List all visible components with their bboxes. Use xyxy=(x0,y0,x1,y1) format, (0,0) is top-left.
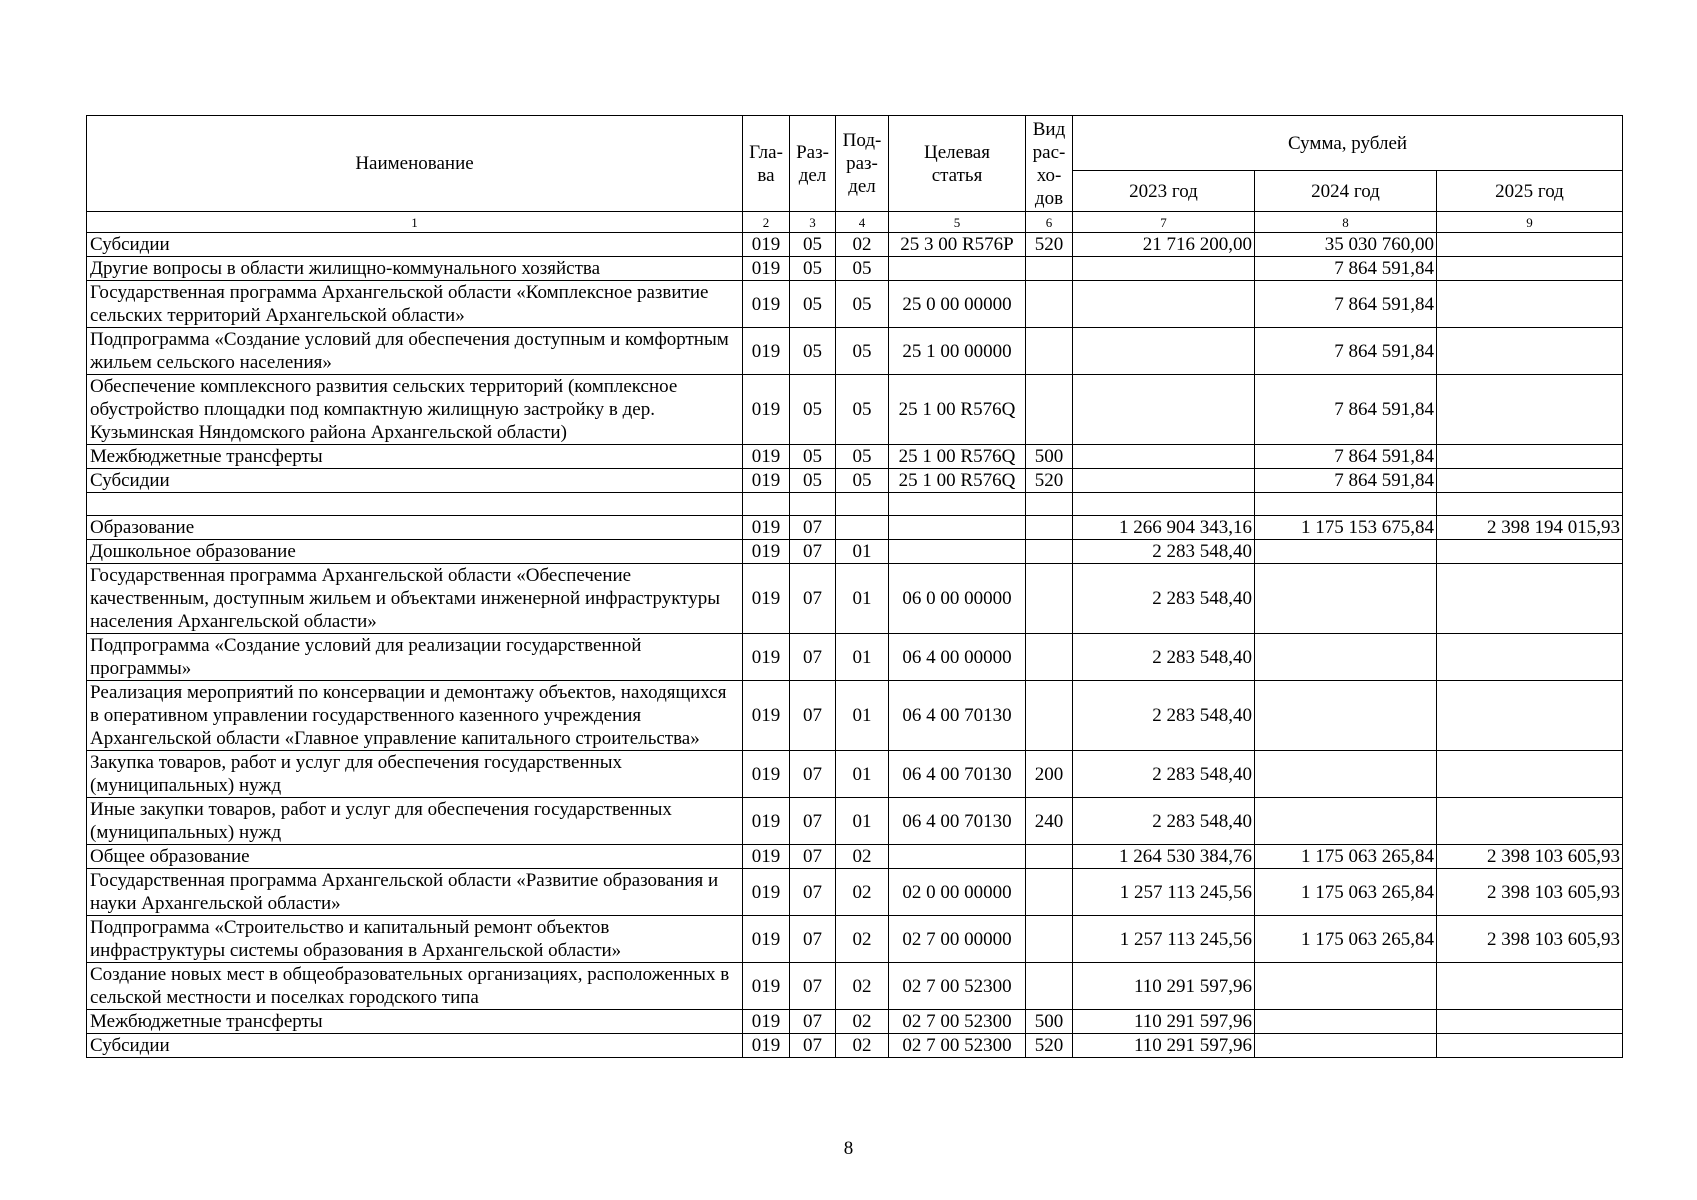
row-amount-2024: 1 175 063 265,84 xyxy=(1255,869,1437,916)
table-row xyxy=(87,445,1623,469)
row-section: 07 xyxy=(790,540,836,564)
row-amount-2025 xyxy=(1437,1010,1623,1034)
table-row xyxy=(87,540,1623,564)
row-target-article: 02 7 00 00000 xyxy=(889,916,1026,963)
row-section: 07 xyxy=(790,963,836,1010)
column-number: 7 xyxy=(1073,212,1255,233)
table-row xyxy=(87,281,1623,328)
row-expense-type xyxy=(1026,963,1073,1010)
column-number: 4 xyxy=(836,212,889,233)
row-name: Подпрограмма «Создание условий для обеспечения доступным и комфортным жильем сельского населения» xyxy=(87,328,743,375)
row-amount-2024 xyxy=(1255,564,1437,634)
row-amount-2024: 1 175 063 265,84 xyxy=(1255,916,1437,963)
row-name: Иные закупки товаров, работ и услуг для обеспечения государственных (муниципальных) нужд xyxy=(87,798,743,845)
column-number: 3 xyxy=(790,212,836,233)
row-expense-type xyxy=(1026,257,1073,281)
row-amount-2024 xyxy=(1255,540,1437,564)
row-amount-2023: 1 257 113 245,56 xyxy=(1073,916,1255,963)
row-target-article: 25 1 00 R576Q xyxy=(889,469,1026,493)
row-expense-type: 200 xyxy=(1026,751,1073,798)
row-amount-2023: 2 283 548,40 xyxy=(1073,564,1255,634)
row-amount-2024 xyxy=(1255,963,1437,1010)
table-row xyxy=(87,916,1623,963)
row-amount-2025 xyxy=(1437,798,1623,845)
row-subsection: 05 xyxy=(836,469,889,493)
row-expense-type xyxy=(1026,375,1073,445)
row-expense-type xyxy=(1026,869,1073,916)
row-chapter xyxy=(743,493,790,516)
table-row xyxy=(87,328,1623,375)
row-amount-2024: 1 175 063 265,84 xyxy=(1255,845,1437,869)
column-number: 5 xyxy=(889,212,1026,233)
budget-document xyxy=(86,115,1622,1058)
row-expense-type: 520 xyxy=(1026,469,1073,493)
header-sum: Сумма, рублей xyxy=(1073,116,1623,171)
row-amount-2025 xyxy=(1437,257,1623,281)
table-row xyxy=(87,564,1623,634)
header-year-2023: 2023 год xyxy=(1073,171,1255,212)
row-target-article: 02 0 00 00000 xyxy=(889,869,1026,916)
row-target-article: 25 1 00 00000 xyxy=(889,328,1026,375)
row-name: Государственная программа Архангельской области «Комплексное развитие сельских территорий Архангельской области» xyxy=(87,281,743,328)
row-section xyxy=(790,493,836,516)
row-amount-2023: 2 283 548,40 xyxy=(1073,634,1255,681)
row-target-article: 06 0 00 00000 xyxy=(889,564,1026,634)
table-row xyxy=(87,869,1623,916)
row-amount-2023: 2 283 548,40 xyxy=(1073,798,1255,845)
column-number: 6 xyxy=(1026,212,1073,233)
header-target-article: Целевая статья xyxy=(889,116,1026,212)
row-amount-2025 xyxy=(1437,375,1623,445)
row-section: 07 xyxy=(790,516,836,540)
table-row xyxy=(87,634,1623,681)
row-expense-type xyxy=(1026,328,1073,375)
row-name: Образование xyxy=(87,516,743,540)
row-chapter: 019 xyxy=(743,916,790,963)
table-row xyxy=(87,681,1623,751)
row-chapter: 019 xyxy=(743,445,790,469)
row-amount-2024: 1 175 153 675,84 xyxy=(1255,516,1437,540)
column-number: 9 xyxy=(1437,212,1623,233)
row-amount-2024: 7 864 591,84 xyxy=(1255,257,1437,281)
table-row xyxy=(87,845,1623,869)
row-chapter: 019 xyxy=(743,257,790,281)
row-amount-2023 xyxy=(1073,445,1255,469)
row-chapter: 019 xyxy=(743,233,790,257)
row-section: 05 xyxy=(790,445,836,469)
row-amount-2023: 1 257 113 245,56 xyxy=(1073,869,1255,916)
row-section: 07 xyxy=(790,751,836,798)
page-number: 8 xyxy=(843,1138,854,1159)
table-header xyxy=(87,116,1623,233)
row-chapter: 019 xyxy=(743,751,790,798)
table-row xyxy=(87,493,1623,516)
row-subsection: 01 xyxy=(836,751,889,798)
row-name: Субсидии xyxy=(87,469,743,493)
row-expense-type xyxy=(1026,493,1073,516)
row-subsection: 05 xyxy=(836,445,889,469)
row-amount-2024: 7 864 591,84 xyxy=(1255,445,1437,469)
row-chapter: 019 xyxy=(743,798,790,845)
row-subsection: 01 xyxy=(836,798,889,845)
row-expense-type xyxy=(1026,845,1073,869)
row-amount-2024 xyxy=(1255,1010,1437,1034)
row-amount-2023: 2 283 548,40 xyxy=(1073,681,1255,751)
row-section: 07 xyxy=(790,798,836,845)
row-amount-2023 xyxy=(1073,469,1255,493)
row-expense-type: 240 xyxy=(1026,798,1073,845)
row-chapter: 019 xyxy=(743,963,790,1010)
row-amount-2024 xyxy=(1255,798,1437,845)
row-amount-2025 xyxy=(1437,493,1623,516)
header-section: Раз- дел xyxy=(790,116,836,212)
row-amount-2025 xyxy=(1437,281,1623,328)
row-section: 05 xyxy=(790,375,836,445)
row-amount-2024: 7 864 591,84 xyxy=(1255,328,1437,375)
row-amount-2025 xyxy=(1437,634,1623,681)
row-name: Межбюджетные трансферты xyxy=(87,445,743,469)
row-amount-2025 xyxy=(1437,328,1623,375)
table-row xyxy=(87,798,1623,845)
row-expense-type xyxy=(1026,516,1073,540)
row-chapter: 019 xyxy=(743,845,790,869)
row-expense-type: 500 xyxy=(1026,1010,1073,1034)
row-chapter: 019 xyxy=(743,516,790,540)
row-section: 07 xyxy=(790,681,836,751)
row-amount-2024: 7 864 591,84 xyxy=(1255,281,1437,328)
row-amount-2024: 35 030 760,00 xyxy=(1255,233,1437,257)
row-subsection: 02 xyxy=(836,845,889,869)
row-target-article xyxy=(889,540,1026,564)
row-amount-2023: 110 291 597,96 xyxy=(1073,963,1255,1010)
row-subsection: 02 xyxy=(836,1010,889,1034)
row-amount-2024 xyxy=(1255,493,1437,516)
row-target-article: 06 4 00 00000 xyxy=(889,634,1026,681)
row-target-article: 02 7 00 52300 xyxy=(889,963,1026,1010)
header-year-2025: 2025 год xyxy=(1437,171,1623,212)
row-target-article: 25 3 00 R576P xyxy=(889,233,1026,257)
row-chapter: 019 xyxy=(743,1034,790,1058)
row-amount-2025 xyxy=(1437,963,1623,1010)
table-row xyxy=(87,963,1623,1010)
row-target-article: 02 7 00 52300 xyxy=(889,1034,1026,1058)
row-subsection: 02 xyxy=(836,963,889,1010)
row-subsection: 01 xyxy=(836,564,889,634)
row-chapter: 019 xyxy=(743,681,790,751)
row-target-article: 06 4 00 70130 xyxy=(889,681,1026,751)
header-name: Наименование xyxy=(87,116,743,212)
row-amount-2023 xyxy=(1073,375,1255,445)
row-section: 07 xyxy=(790,564,836,634)
row-amount-2023: 110 291 597,96 xyxy=(1073,1010,1255,1034)
row-section: 07 xyxy=(790,916,836,963)
row-target-article: 25 0 00 00000 xyxy=(889,281,1026,328)
row-amount-2025: 2 398 103 605,93 xyxy=(1437,845,1623,869)
row-target-article: 06 4 00 70130 xyxy=(889,751,1026,798)
row-subsection: 02 xyxy=(836,916,889,963)
row-expense-type xyxy=(1026,540,1073,564)
row-amount-2025: 2 398 194 015,93 xyxy=(1437,516,1623,540)
row-section: 05 xyxy=(790,469,836,493)
row-subsection: 05 xyxy=(836,281,889,328)
row-target-article xyxy=(889,493,1026,516)
row-name xyxy=(87,493,743,516)
row-section: 05 xyxy=(790,257,836,281)
row-amount-2025 xyxy=(1437,1034,1623,1058)
row-amount-2023: 1 266 904 343,16 xyxy=(1073,516,1255,540)
row-amount-2025 xyxy=(1437,445,1623,469)
row-section: 07 xyxy=(790,634,836,681)
row-amount-2024: 7 864 591,84 xyxy=(1255,469,1437,493)
row-section: 05 xyxy=(790,328,836,375)
column-number: 2 xyxy=(743,212,790,233)
row-name: Подпрограмма «Строительство и капитальный ремонт объектов инфраструктуры системы образования в Архангельской области» xyxy=(87,916,743,963)
row-amount-2023: 2 283 548,40 xyxy=(1073,540,1255,564)
row-subsection xyxy=(836,493,889,516)
header-subsection: Под- раз- дел xyxy=(836,116,889,212)
row-amount-2023: 110 291 597,96 xyxy=(1073,1034,1255,1058)
row-name: Общее образование xyxy=(87,845,743,869)
header-chapter: Гла- ва xyxy=(743,116,790,212)
row-name: Закупка товаров, работ и услуг для обеспечения государственных (муниципальных) нужд xyxy=(87,751,743,798)
header-year-2024: 2024 год xyxy=(1255,171,1437,212)
row-name: Государственная программа Архангельской области «Развитие образования и науки Архангельской области» xyxy=(87,869,743,916)
row-name: Межбюджетные трансферты xyxy=(87,1010,743,1034)
row-amount-2024 xyxy=(1255,681,1437,751)
row-name: Обеспечение комплексного развития сельских территорий (комплексное обустройство площадки под компактную жилищную застройку в дер. Кузьминская Няндомского района Архангельской области) xyxy=(87,375,743,445)
row-section: 07 xyxy=(790,1034,836,1058)
row-name: Создание новых мест в общеобразовательных организациях, расположенных в сельской местности и поселках городского типа xyxy=(87,963,743,1010)
row-subsection: 05 xyxy=(836,328,889,375)
row-amount-2025: 2 398 103 605,93 xyxy=(1437,869,1623,916)
column-numbers-row xyxy=(87,212,1623,233)
row-name: Реализация мероприятий по консервации и демонтажу объектов, находящихся в оперативном управлении государственного казенного учреждения Архангельской области «Главное управление капитального строительства» xyxy=(87,681,743,751)
row-name: Субсидии xyxy=(87,233,743,257)
row-subsection: 05 xyxy=(836,375,889,445)
row-section: 07 xyxy=(790,1010,836,1034)
table-row xyxy=(87,1034,1623,1058)
row-name: Другие вопросы в области жилищно-коммунального хозяйства xyxy=(87,257,743,281)
row-section: 05 xyxy=(790,233,836,257)
row-chapter: 019 xyxy=(743,540,790,564)
row-subsection: 01 xyxy=(836,540,889,564)
row-amount-2023: 21 716 200,00 xyxy=(1073,233,1255,257)
row-target-article: 02 7 00 52300 xyxy=(889,1010,1026,1034)
row-target-article: 25 1 00 R576Q xyxy=(889,445,1026,469)
row-section: 07 xyxy=(790,869,836,916)
row-amount-2023 xyxy=(1073,281,1255,328)
table-row xyxy=(87,516,1623,540)
row-expense-type xyxy=(1026,916,1073,963)
row-chapter: 019 xyxy=(743,1010,790,1034)
row-expense-type: 520 xyxy=(1026,233,1073,257)
row-chapter: 019 xyxy=(743,564,790,634)
row-amount-2025 xyxy=(1437,540,1623,564)
row-subsection xyxy=(836,516,889,540)
row-expense-type: 500 xyxy=(1026,445,1073,469)
row-subsection: 02 xyxy=(836,233,889,257)
row-section: 05 xyxy=(790,281,836,328)
table-row xyxy=(87,375,1623,445)
row-target-article xyxy=(889,516,1026,540)
row-subsection: 02 xyxy=(836,869,889,916)
row-amount-2023 xyxy=(1073,493,1255,516)
row-amount-2024 xyxy=(1255,634,1437,681)
row-expense-type xyxy=(1026,634,1073,681)
row-expense-type xyxy=(1026,281,1073,328)
row-expense-type xyxy=(1026,681,1073,751)
table-row xyxy=(87,257,1623,281)
column-number: 1 xyxy=(87,212,743,233)
row-subsection: 01 xyxy=(836,681,889,751)
row-amount-2025 xyxy=(1437,469,1623,493)
row-expense-type: 520 xyxy=(1026,1034,1073,1058)
row-amount-2025 xyxy=(1437,681,1623,751)
row-name: Подпрограмма «Создание условий для реализации государственной программы» xyxy=(87,634,743,681)
row-amount-2024: 7 864 591,84 xyxy=(1255,375,1437,445)
table-row xyxy=(87,233,1623,257)
row-chapter: 019 xyxy=(743,281,790,328)
row-name: Государственная программа Архангельской области «Обеспечение качественным, доступным жильем и объектами инженерной инфраструктуры населения Архангельской области» xyxy=(87,564,743,634)
budget-table xyxy=(86,115,1623,1058)
table-row xyxy=(87,1010,1623,1034)
row-amount-2023: 1 264 530 384,76 xyxy=(1073,845,1255,869)
row-amount-2025 xyxy=(1437,751,1623,798)
table-row xyxy=(87,751,1623,798)
row-amount-2024 xyxy=(1255,751,1437,798)
row-subsection: 01 xyxy=(836,634,889,681)
row-amount-2023: 2 283 548,40 xyxy=(1073,751,1255,798)
row-target-article: 25 1 00 R576Q xyxy=(889,375,1026,445)
row-target-article: 06 4 00 70130 xyxy=(889,798,1026,845)
row-name: Субсидии xyxy=(87,1034,743,1058)
row-chapter: 019 xyxy=(743,869,790,916)
row-amount-2024 xyxy=(1255,1034,1437,1058)
row-amount-2025: 2 398 103 605,93 xyxy=(1437,916,1623,963)
row-amount-2025 xyxy=(1437,233,1623,257)
table-row xyxy=(87,469,1623,493)
row-chapter: 019 xyxy=(743,328,790,375)
header-expense-type: Вид рас- хо- дов xyxy=(1026,116,1073,212)
row-amount-2023 xyxy=(1073,257,1255,281)
row-section: 07 xyxy=(790,845,836,869)
row-target-article xyxy=(889,845,1026,869)
row-subsection: 05 xyxy=(836,257,889,281)
row-amount-2023 xyxy=(1073,328,1255,375)
row-chapter: 019 xyxy=(743,375,790,445)
row-chapter: 019 xyxy=(743,469,790,493)
row-chapter: 019 xyxy=(743,634,790,681)
column-number: 8 xyxy=(1255,212,1437,233)
row-subsection: 02 xyxy=(836,1034,889,1058)
row-amount-2025 xyxy=(1437,564,1623,634)
row-expense-type xyxy=(1026,564,1073,634)
table-body xyxy=(87,233,1623,1058)
row-target-article xyxy=(889,257,1026,281)
row-name: Дошкольное образование xyxy=(87,540,743,564)
